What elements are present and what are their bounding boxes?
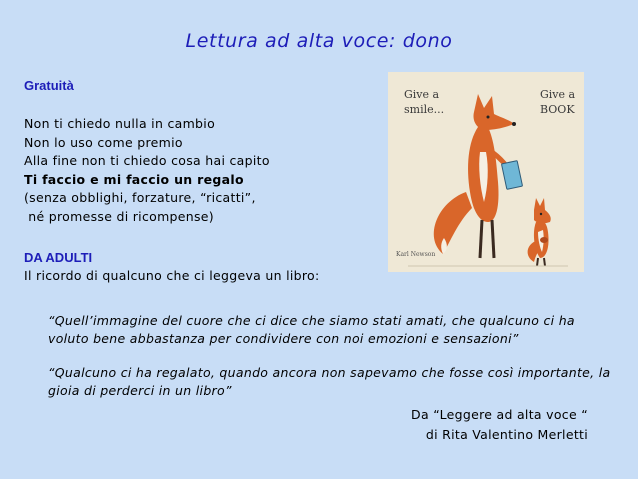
gratuita-line: né promesse di ricompense)	[24, 208, 214, 224]
illustration-signature: Karl Newson	[396, 251, 436, 258]
fox-illustration	[388, 72, 584, 272]
gratuita-line: (senza obblighi, forzature, “ricatti”,	[24, 190, 256, 205]
gratuita-lines	[24, 115, 270, 226]
gratuita-line-bold: Ti faccio e mi faccio un regalo	[24, 171, 244, 187]
fox-drawing	[388, 72, 584, 272]
caption-left-1: Give a	[404, 88, 440, 101]
slide-title: Lettura ad alta voce: dono	[185, 30, 453, 52]
source-line-2: di Rita Valentino Merletti	[425, 427, 588, 442]
quote-2: “Qualcuno ci ha regalato, quando ancora non sapevamo che fosse così importante, la gioia di perderci in un libro”	[48, 365, 611, 398]
section-heading-adulti: DA ADULTI	[24, 250, 93, 265]
section-heading-gratuita: Gratuità	[24, 78, 74, 93]
gratuita-line: Non ti chiedo nulla in cambio	[24, 116, 216, 131]
gratuita-line: Alla fine non ti chiedo cosa hai capito	[24, 153, 270, 168]
big-fox-tail	[434, 192, 472, 254]
caption-left-2: smile...	[404, 103, 445, 116]
gratuita-line: Non lo uso come premio	[24, 134, 183, 150]
caption-right-1: Give a	[540, 88, 576, 101]
big-fox-head	[473, 94, 514, 130]
quote-1: “Quell’immagine del cuore che ci dice che siamo stati amati, che qualcuno ci ha voluto bene abbastanza per condividere con noi emozioni e sensazioni”	[48, 313, 575, 346]
adulti-text: Il ricordo di qualcuno che ci leggeva un libro:	[24, 268, 320, 283]
caption-right-2: BOOK	[540, 103, 575, 116]
source-citation	[411, 405, 588, 445]
book	[501, 161, 522, 190]
small-fox-head	[534, 198, 551, 223]
source-line-1: Da “Leggere ad alta voce “	[411, 407, 588, 422]
